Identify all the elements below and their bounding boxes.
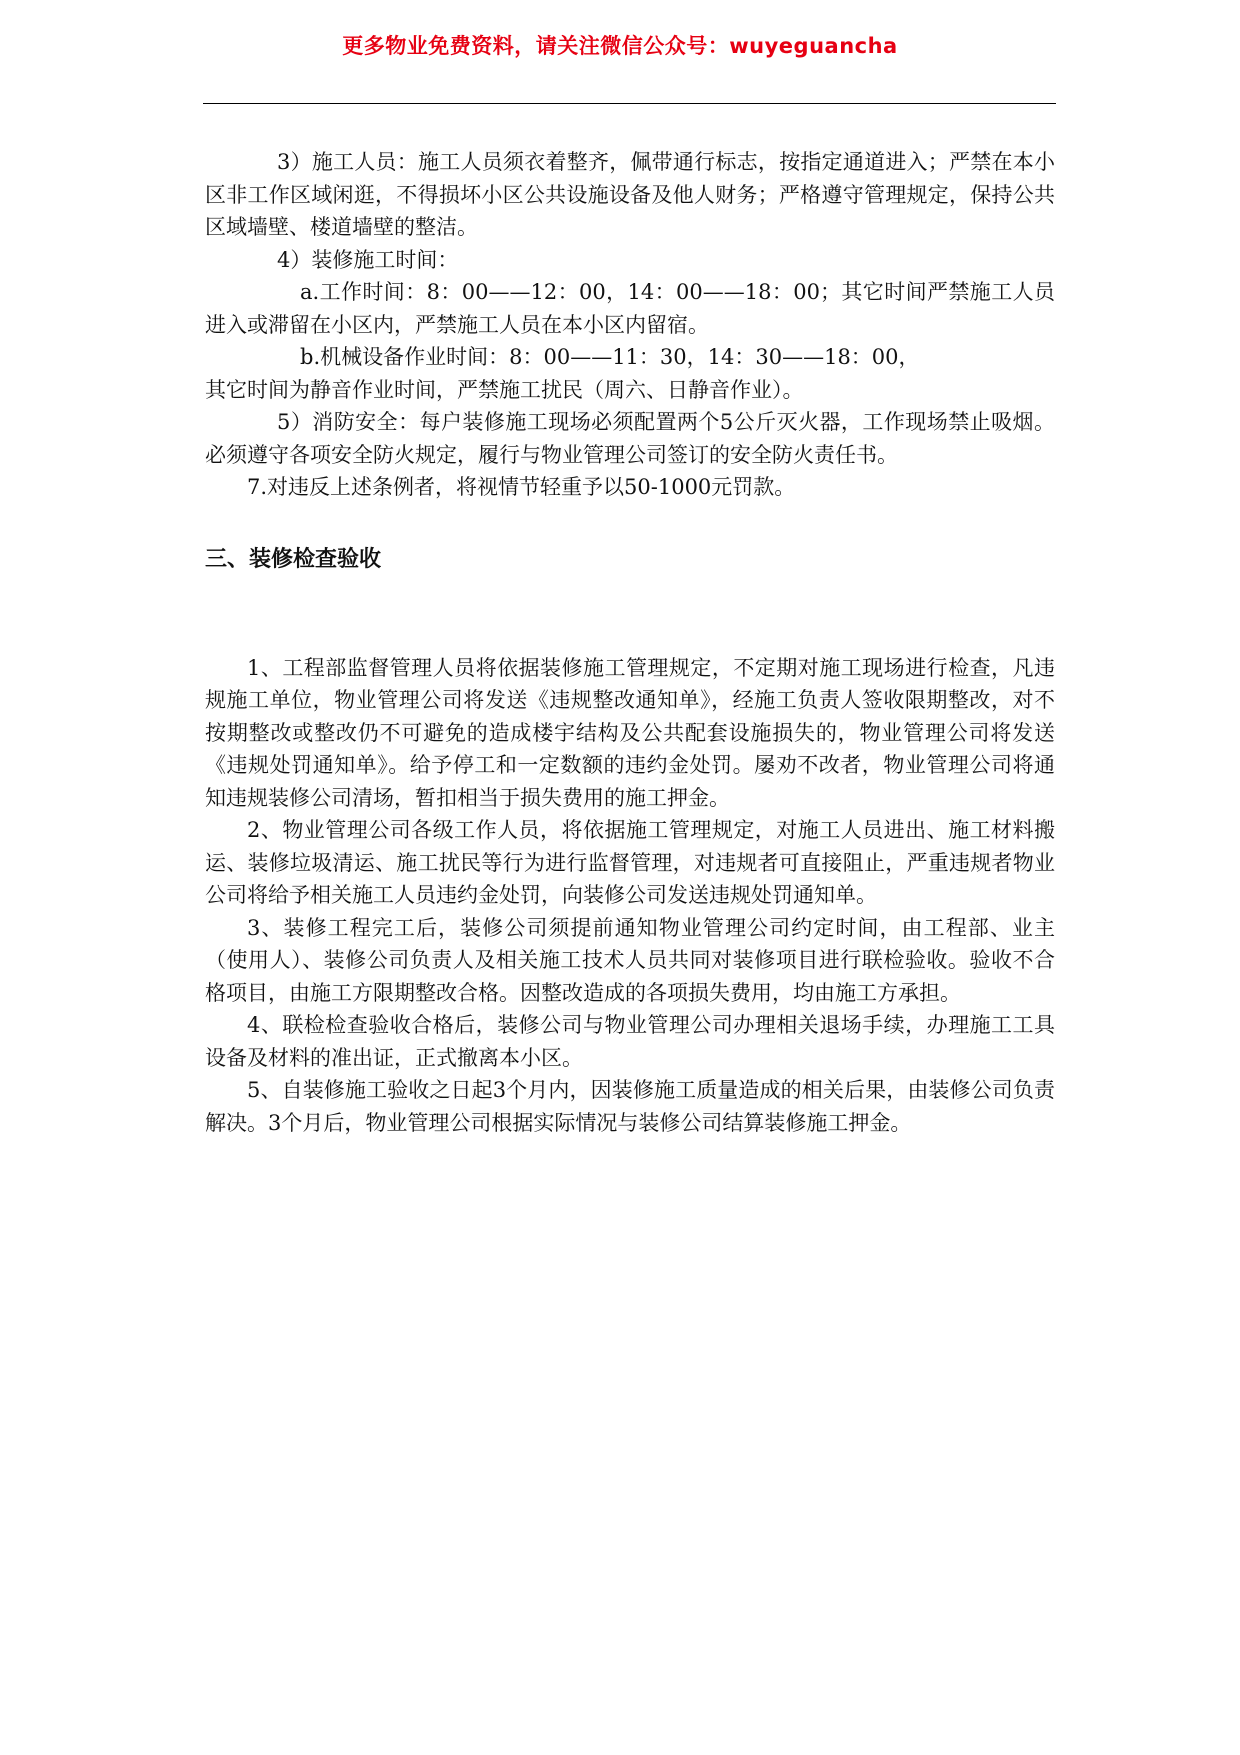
paragraph-construction-personnel: 3）施工人员：施工人员须衣着整齐，佩带通行标志，按指定通道进入；严禁在本小区非工作区域闲逛，不得损坏小区公共设施设备及他人财务；严格遵守管理规定，保持公共区域墙壁、楼道墙壁的整洁。 [205,150,1055,239]
paragraph-machine-hours: b.机械设备作业时间：8：00——11：30，14：30——18：00， [300,345,920,369]
section-body [205,652,1055,1140]
header-banner: 更多物业免费资料，请关注微信公众号：wuyeguancha [342,34,898,58]
section-paragraph-2: 2、物业管理公司各级工作人员，将依据施工管理规定，对施工人员进出、施工材料搬运、装修垃圾清运、施工扰民等行为进行监督管理，对违规者可直接阻止，严重违规者物业公司将给予相关施工人员违约金处罚，向装修公司发送违规处罚通知单。 [205,818,1055,907]
paragraph-fire-safety: 5）消防安全：每户装修施工现场必须配置两个5公斤灭火器，工作现场禁止吸烟。必须遵守各项安全防火规定，履行与物业管理公司签订的安全防火责任书。 [205,410,1055,467]
section-paragraph-4: 4、联检检查验收合格后，装修公司与物业管理公司办理相关退场手续，办理施工工具设备及材料的准出证，正式撤离本小区。 [205,1013,1055,1070]
document-body [205,146,1055,1139]
paragraph-penalty: 7.对违反上述条例者，将视情节轻重予以50-1000元罚款。 [247,475,796,499]
section-paragraph-3: 3、装修工程完工后，装修公司须提前通知物业管理公司约定时间，由工程部、业主（使用人）、装修公司负责人及相关施工技术人员共同对装修项目进行联检验收。验收不合格项目，由施工方限期整改合格。因整改造成的各项损失费用，均由施工方承担。 [205,915,1055,1005]
section-title: 三、装修检查验收 [205,546,382,572]
section-paragraph-1: 1、工程部监督管理人员将依据装修施工管理规定，不定期对施工现场进行检查，凡违规施工单位，物业管理公司将发送《违规整改通知单》，经施工负责人签收限期整改，对不按期整改或整改仍不可避免的造成楼宇结构及公共配套设施损失的，物业管理公司将发送《违规处罚通知单》。给予停工和一定数额的违约金处罚。屡劝不改者，物业管理公司将通知违规装修公司清场，暂扣相当于损失费用的施工押金。 [205,655,1055,810]
paragraph-construction-time-heading: 4）装修施工时间： [277,247,459,272]
paragraph-work-hours: a.工作时间：8：00——12：00，14：00——18：00；其它时间严禁施工人员进入或滞留在小区内，严禁施工人员在本小区内留宿。 [205,280,1055,337]
paragraph-quiet-hours: 其它时间为静音作业时间，严禁施工扰民（周六、日静音作业）。 [205,377,804,402]
header-divider [203,103,1056,104]
section-paragraph-5: 5、自装修施工验收之日起3个月内，因装修施工质量造成的相关后果，由装修公司负责解决。3个月后，物业管理公司根据实际情况与装修公司结算装修施工押金。 [205,1078,1055,1135]
